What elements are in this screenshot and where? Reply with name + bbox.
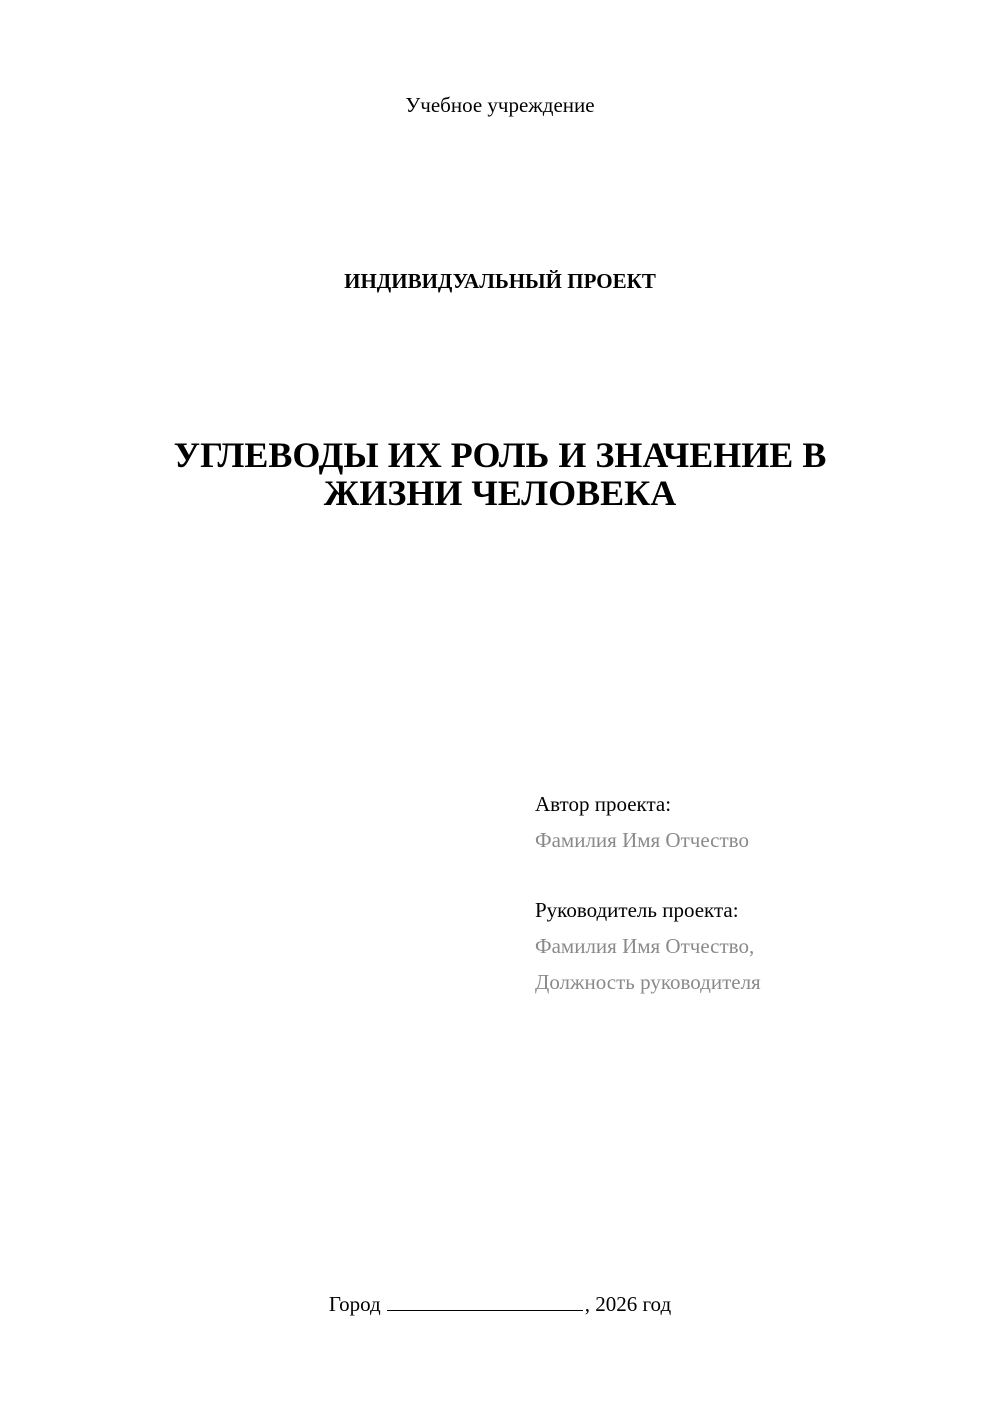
supervisor-block: [535, 892, 975, 1000]
document-title-line-1: УГЛЕВОДЫ ИХ РОЛЬ И ЗНАЧЕНИЕ В: [173, 435, 827, 475]
author-block: [535, 786, 975, 858]
document-type: ИНДИВИДУАЛЬНЫЙ ПРОЕКТ: [344, 269, 656, 293]
city-blank-line: [387, 1292, 583, 1311]
author-label: Автор проекта:: [535, 792, 672, 816]
city-label: Город: [328, 1292, 381, 1316]
author-name: Фамилия Имя Отчество: [535, 828, 749, 852]
supervisor-name: Фамилия Имя Отчество,: [535, 934, 755, 958]
document-title: [150, 436, 850, 512]
document-title-line-2: ЖИЗНИ ЧЕЛОВЕКА: [323, 473, 677, 513]
supervisor-position: Должность руководителя: [535, 970, 761, 994]
institution-name: Учебное учреждение: [405, 93, 595, 117]
city-year-line: [0, 1290, 1000, 1318]
year-text: , 2026 год: [584, 1292, 672, 1316]
supervisor-label: Руководитель проекта:: [535, 898, 739, 922]
